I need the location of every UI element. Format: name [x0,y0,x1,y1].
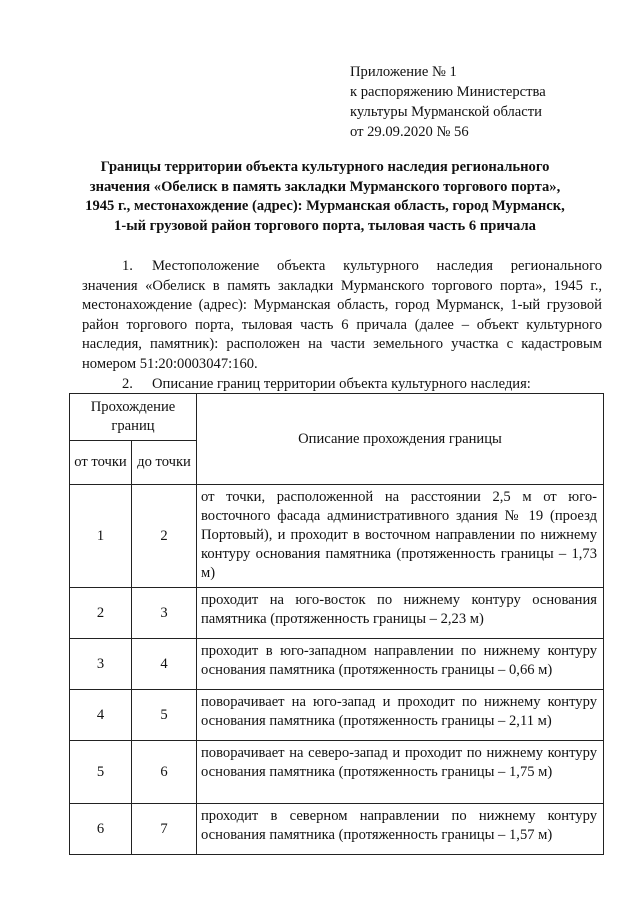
table-row [70,639,604,690]
description-cell: проходит на юго-восток по нижнему контуру основания памятника (протяженность границы – 2,23 м) [197,588,604,639]
boundary-table [69,393,604,855]
from-point-cell: 5 [70,741,132,804]
appendix-line: Приложение № 1 [350,64,457,80]
section-1-paragraph [82,257,602,374]
table-row [70,485,604,588]
description-cell: от точки, расположенной на расстоянии 2,5 м от юго-восточного фасада административного здания № 19 (проезд Портовый), и проходит в восточном направлении по нижнему контуру основания памятника (протяженность границы – 1,73 м) [197,485,604,588]
from-point-cell: 4 [70,690,132,741]
table-row [70,690,604,741]
to-point-cell: 5 [132,690,197,741]
section-2-number: 2. [122,376,133,392]
appendix-header [350,62,620,142]
table-row [70,804,604,855]
from-point-cell: 1 [70,485,132,588]
appendix-date-number: от 29.09.2020 № 56 [350,124,469,140]
description-cell: проходит в юго-западном направлении по нижнему контуру основания памятника (протяженность границы – 0,66 м) [197,639,604,690]
section-2-paragraph [82,375,602,394]
to-point-cell: 3 [132,588,197,639]
to-point-cell: 2 [132,485,197,588]
table-row [70,741,604,804]
document-title [60,158,590,236]
table-row [70,588,604,639]
to-point-cell: 4 [132,639,197,690]
title-line: 1-ый грузовой район торгового порта, тыловая часть 6 причала [114,217,536,234]
description-cell: поворачивает на юго-запад и проходит по нижнему контуру основания памятника (протяженность границы – 2,11 м) [197,690,604,741]
title-line: значения «Обелиск в память закладки Мурманского торгового порта», [89,178,561,195]
appendix-line: культуры Мурманской области [350,104,542,120]
header-from-point: от точки [70,441,132,485]
to-point-cell: 6 [132,741,197,804]
header-description: Описание прохождения границы [197,394,604,485]
header-passage: Прохождение границ [70,394,197,441]
section-1-number: 1. [122,258,133,274]
from-point-cell: 2 [70,588,132,639]
to-point-cell: 7 [132,804,197,855]
title-line: 1945 г., местонахождение (адрес): Мурманская область, город Мурманск, [85,198,565,214]
description-cell: проходит в северном направлении по нижнему контуру основания памятника (протяженность границы – 1,57 м) [197,804,604,855]
description-cell: поворачивает на северо-запад и проходит по нижнему контуру основания памятника (протяженность границы – 1,75 м) [197,741,604,804]
section-1-text: Местоположение объекта культурного наследия регионального значения «Обелиск в память закладки Мурманского торгового порта», 1945 г., местонахождение (адрес): Мурманская область, город Мурманск, 1-ый грузовой район торгового порта, тыловая часть 6 причала (далее – объект культурного наследия, памятник): расположен на части земельного участка с кадастровым номером 51:20:0003047:160. [82,258,602,372]
appendix-line: к распоряжению Министерства [350,84,546,100]
header-to-point: до точки [132,441,197,485]
section-2-text: Описание границ территории объекта культурного наследия: [152,376,531,392]
from-point-cell: 6 [70,804,132,855]
title-line: Границы территории объекта культурного наследия регионального [100,159,550,175]
from-point-cell: 3 [70,639,132,690]
